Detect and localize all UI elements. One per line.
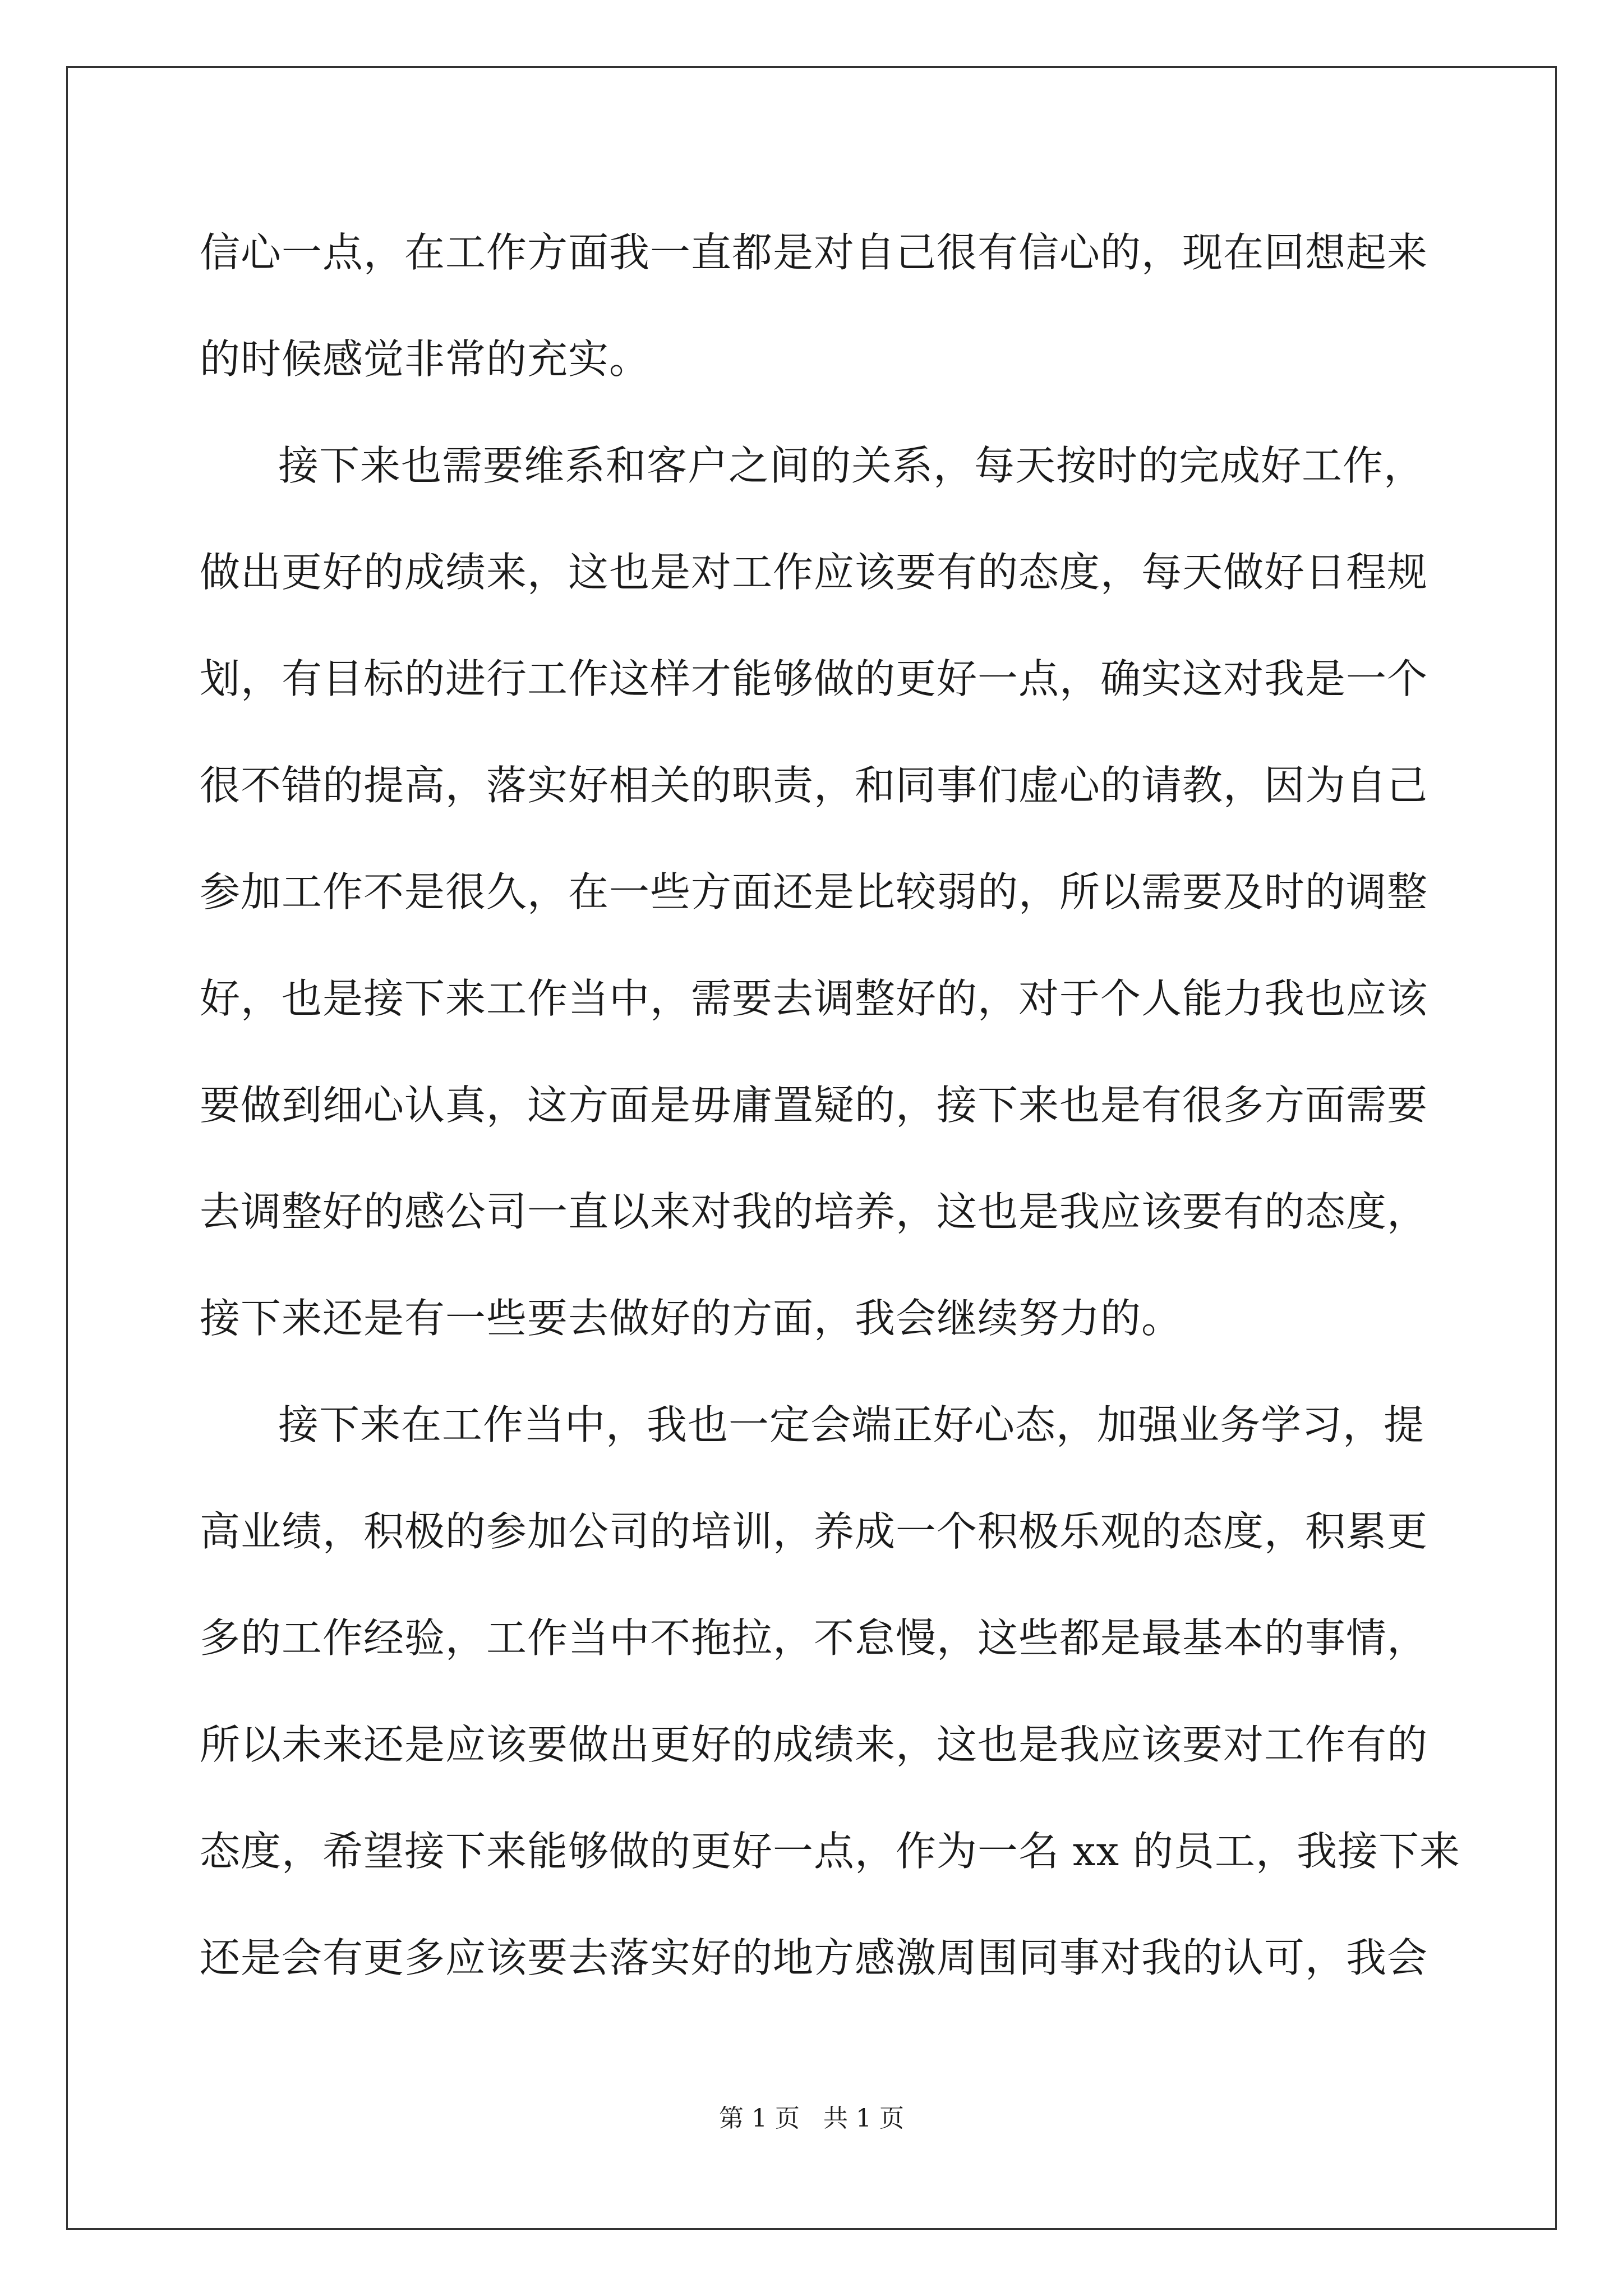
- page-total: 共 1 页: [823, 2104, 904, 2133]
- text-line: 要做到细心认真，这方面是毋庸置疑的，接下来也是有很多方面需要: [200, 1082, 1428, 1129]
- text-line: 信心一点，在工作方面我一直都是对自己很有信心的，现在回想起来: [200, 229, 1428, 276]
- text-line: 所以未来还是应该要做出更好的成绩来，这也是我应该要对工作有的: [200, 1721, 1428, 1768]
- paragraph-2: [200, 432, 1428, 1391]
- text-line: 去调整好的感公司一直以来对我的培养，这也是我应该要有的态度，: [200, 1188, 1428, 1235]
- text-line: 接下来也需要维系和客户之间的关系，每天按时的完成好工作，: [278, 442, 1425, 489]
- text-line: 接下来还是有一些要去做好的方面，我会继续努力的。: [200, 1295, 1183, 1342]
- text-line: 的时候感觉非常的充实。: [200, 335, 651, 383]
- document-body: [200, 219, 1460, 2031]
- page-footer: [0, 2102, 1623, 2136]
- text-line: 划，有目标的进行工作这样才能够做的更好一点，确实这对我是一个: [200, 655, 1428, 702]
- text-line: 参加工作不是很久，在一些方面还是比较弱的，所以需要及时的调整: [200, 868, 1428, 915]
- text-line: 多的工作经验，工作当中不拖拉，不怠慢，这些都是最基本的事情，: [200, 1614, 1428, 1662]
- text-line: 态度，希望接下来能够做的更好一点，作为一名 xx 的员工，我接下来: [200, 1828, 1460, 1875]
- text-line: 很不错的提高，落实好相关的职责，和同事们虚心的请教，因为自己: [200, 762, 1428, 809]
- page-number: 第 1 页: [719, 2104, 800, 2133]
- text-line: 好，也是接下来工作当中，需要去调整好的，对于个人能力我也应该: [200, 975, 1428, 1022]
- text-line: 还是会有更多应该要去落实好的地方感激周围同事对我的认可，我会: [200, 1934, 1428, 1981]
- paragraph-3: [200, 1391, 1460, 2031]
- text-line: 接下来在工作当中，我也一定会端正好心态，加强业务学习，提: [278, 1401, 1425, 1448]
- text-line: 做出更好的成绩来，这也是对工作应该要有的态度，每天做好日程规: [200, 549, 1428, 596]
- text-line: 高业绩，积极的参加公司的培训，养成一个积极乐观的态度，积累更: [200, 1508, 1428, 1555]
- paragraph-1: [200, 219, 1428, 432]
